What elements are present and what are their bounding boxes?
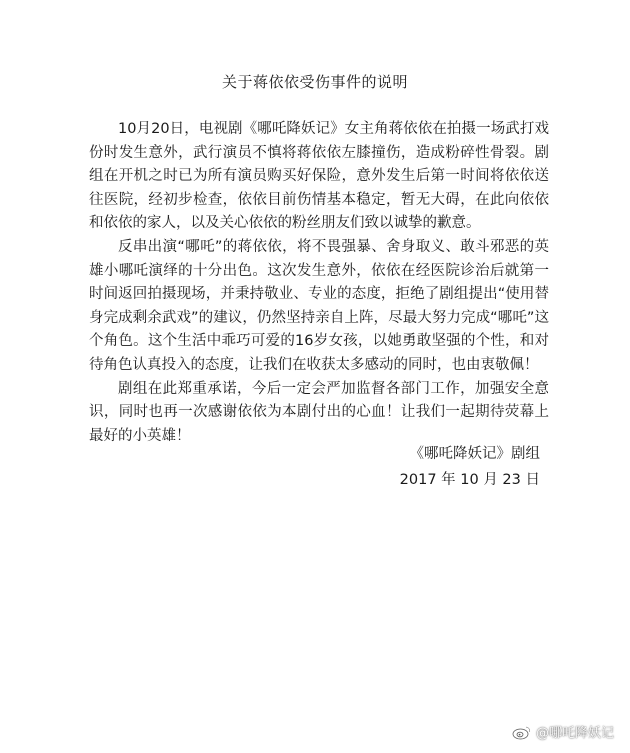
weibo-icon: [512, 724, 532, 740]
signature-organization: 《哪吒降妖记》剧组: [409, 446, 540, 462]
paragraph-1: 10月20日，电视剧《哪吒降妖记》女主角蒋依依在拍摄一场武打戏份时发生意外，武行演员不慎将蒋依依左膝撞伤，造成粉碎性骨裂。剧组在开机之时已为所有演员购买好保险，意外发生后第一时间将依依送往医院，经初步检查，依依目前伤情基本稳定，暂无大碍，在此向依依和依依的家人，以及关心依依的粉丝朋友们致以诚挚的歉意。: [89, 121, 549, 232]
document-body: [89, 118, 549, 448]
signature-date: 2017 年 10 月 23 日: [399, 472, 540, 488]
paragraph-3: 剧组在此郑重承诺，今后一定会严加监督各部门工作，加强安全意识，同时也再一次感谢依依为本剧付出的心血！让我们一起期待荧幕上最好的小英雄！: [89, 380, 549, 444]
paragraph-2: 反串出演“哪吒”的蒋依依，将不畏强暴、舍身取义、敢斗邪恶的英雄小哪吒演绎的十分出色。这次发生意外，依依在经医院诊治后就第一时间返回拍摄现场，并秉持敬业、专业的态度，拒绝了剧组提出“使用替身完成剩余武戏”的建议，仍然坚持亲自上阵，尽最大努力完成“哪吒”这个角色。这个生活中乖巧可爱的16岁女孩，以她勇敢坚强的个性，和对待角色认真投入的态度，让我们在收获太多感动的同时，也由衷敬佩！: [89, 238, 549, 373]
weibo-watermark: [512, 722, 614, 741]
document-title: 关于蒋依依受伤事件的说明: [221, 73, 408, 91]
watermark-text: @哪吒降妖记: [535, 726, 614, 741]
